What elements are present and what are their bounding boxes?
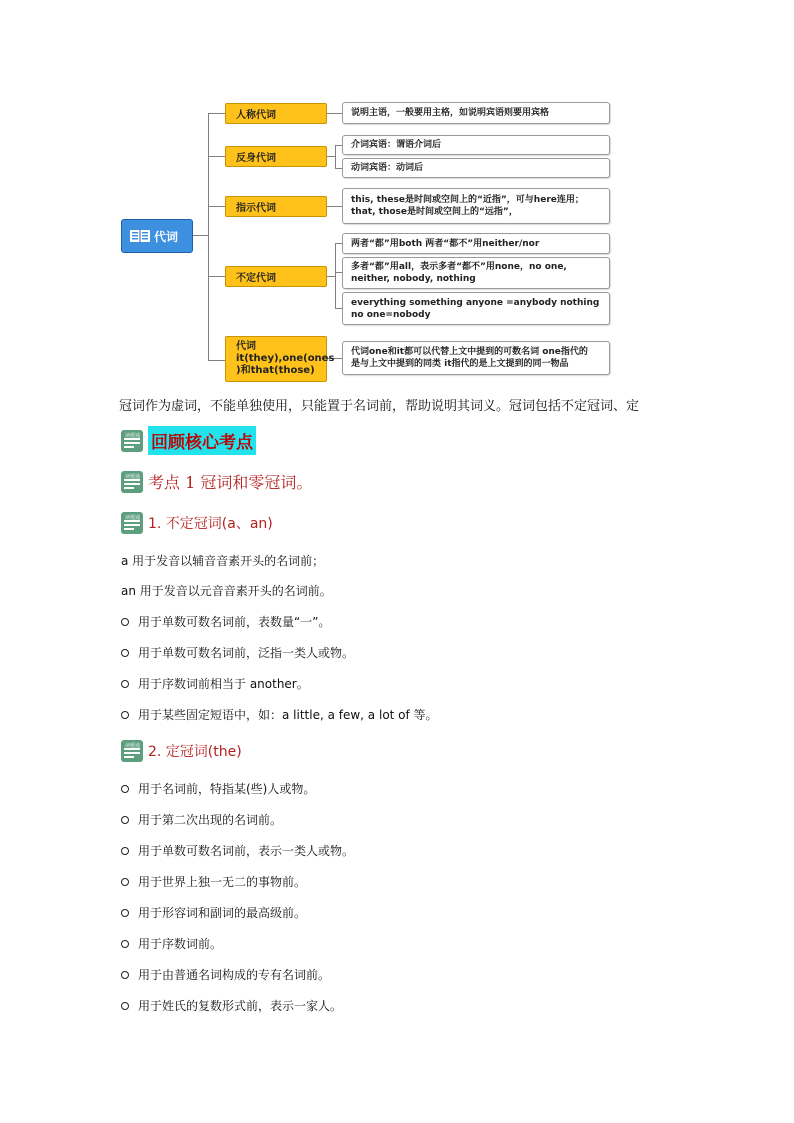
text-line: a 用于发音以辅音音素开头的名词前；	[121, 554, 325, 568]
leaf-node	[342, 158, 610, 178]
section2-title: 2. 定冠词(the)	[148, 744, 242, 760]
circle-bullet-icon	[121, 909, 129, 917]
connector	[208, 360, 225, 361]
category-label: 不定代词	[236, 273, 276, 284]
mindmap-root	[121, 219, 193, 253]
connector	[335, 243, 336, 309]
leaf-text: 两者“都”用both 两者“都不”用neither/nor	[351, 238, 540, 249]
bullet-item: 用于序数词前相当于 another。	[121, 675, 309, 692]
bullet-item: 用于姓氏的复数形式前，表示一家人。	[121, 997, 342, 1014]
circle-bullet-icon	[121, 711, 129, 719]
bullet-item: 用于世界上独一无二的事物前。	[121, 873, 306, 890]
bullet-item: 用于单数可数名词前，表数量“一”。	[121, 613, 330, 630]
bullet-item: 用于名词前，特指某(些)人或物。	[121, 780, 315, 797]
leaf-text: no one=nobody	[351, 309, 431, 320]
bullet-item: 用于序数词前。	[121, 935, 222, 952]
notes-icon: 读题通	[121, 471, 143, 493]
leaf-node	[342, 102, 610, 124]
connector	[208, 156, 225, 157]
circle-bullet-icon	[121, 649, 129, 657]
intro-paragraph: 冠词作为虚词，不能单独使用，只能置于名词前，帮助说明其词义。冠词包括不定冠词、定	[119, 399, 640, 414]
category-label: 人称代词	[236, 110, 276, 121]
bullet-item: 用于单数可数名词前，表示一类人或物。	[121, 842, 354, 859]
heading-point	[121, 470, 312, 493]
connector	[335, 308, 342, 309]
connector	[335, 243, 342, 244]
circle-bullet-icon	[121, 816, 129, 824]
text-line: an 用于发音以元音音素开头的名词前。	[121, 584, 332, 598]
section1-title: 1. 不定冠词(a、an)	[148, 516, 273, 532]
notes-icon: 读题通	[121, 512, 143, 534]
leaf-text: 说明主语，一般要用主格，如说明宾语则要用宾格	[351, 108, 550, 118]
connector	[191, 235, 208, 236]
leaf-text: that, those是时间或空间上的“远指”，	[351, 207, 518, 217]
notes-icon: 读题通	[121, 740, 143, 762]
connector	[327, 206, 342, 207]
connector	[335, 145, 342, 146]
category-demonstrative-pronoun	[225, 196, 327, 217]
connector	[335, 145, 336, 169]
leaf-node	[342, 292, 610, 325]
core-heading-title: 回顾核心考点	[148, 426, 256, 455]
leaf-node	[342, 233, 610, 254]
mind-map	[0, 0, 794, 400]
circle-bullet-icon	[121, 971, 129, 979]
category-reflexive-pronoun	[225, 146, 327, 167]
heading-section1	[121, 512, 273, 534]
leaf-node	[342, 188, 610, 224]
connector	[327, 156, 335, 157]
connector	[335, 168, 342, 169]
circle-bullet-icon	[121, 878, 129, 886]
bullet-item: 用于形容词和副词的最高级前。	[121, 904, 306, 921]
connector	[208, 113, 209, 361]
circle-bullet-icon	[121, 618, 129, 626]
book-icon	[130, 229, 150, 243]
bullet-item: 用于某些固定短语中，如：a little, a few, a lot of 等。	[121, 706, 438, 723]
bullet-item: 用于由普通名词构成的专有名词前。	[121, 966, 330, 983]
connector	[327, 276, 335, 277]
connector	[208, 206, 225, 207]
leaf-text: 是与上文中提到的同类 it指代的是上文提到的同一物品	[351, 359, 569, 369]
category-it-one-that	[225, 336, 335, 382]
circle-bullet-icon	[121, 785, 129, 793]
leaf-text: neither, nobody, nothing	[351, 274, 476, 284]
circle-bullet-icon	[121, 680, 129, 688]
category-label: 代词	[236, 341, 256, 352]
category-label: 指示代词	[236, 203, 276, 214]
circle-bullet-icon	[121, 940, 129, 948]
notes-icon: 读题通	[121, 430, 143, 452]
point-heading-title: 考点 1 冠词和零冠词。	[148, 473, 313, 492]
category-indefinite-pronoun	[225, 266, 327, 287]
leaf-node	[342, 135, 610, 155]
connector	[208, 276, 225, 277]
leaf-text: 介词宾语：谓语介词后	[351, 140, 442, 150]
circle-bullet-icon	[121, 1002, 129, 1010]
leaf-text: 动词宾语：动词后	[351, 163, 424, 173]
leaf-text: 代词one和it都可以代替上文中提到的可数名词 one指代的	[351, 347, 588, 357]
heading-section2	[121, 740, 242, 762]
category-label: 反身代词	[236, 153, 276, 164]
connector	[208, 113, 225, 114]
leaf-text: everything something anyone =anybody nothing	[351, 297, 600, 308]
bullet-item: 用于单数可数名词前，泛指一类人或物。	[121, 644, 354, 661]
leaf-node	[342, 257, 610, 289]
connector	[327, 113, 342, 114]
category-label: )和that(those)	[236, 365, 315, 376]
connector	[335, 272, 342, 273]
leaf-text: this, these是时间或空间上的“近指”，可与here连用；	[351, 195, 584, 205]
heading-core	[121, 426, 256, 455]
leaf-node	[342, 341, 610, 375]
category-label: it(they),one(ones	[236, 353, 335, 364]
root-label: 代词	[154, 229, 179, 244]
circle-bullet-icon	[121, 847, 129, 855]
leaf-text: 多者“都”用all，表示多者“都不”用none，no one,	[351, 262, 567, 272]
category-personal-pronoun	[225, 103, 327, 124]
bullet-item: 用于第二次出现的名词前。	[121, 811, 282, 828]
